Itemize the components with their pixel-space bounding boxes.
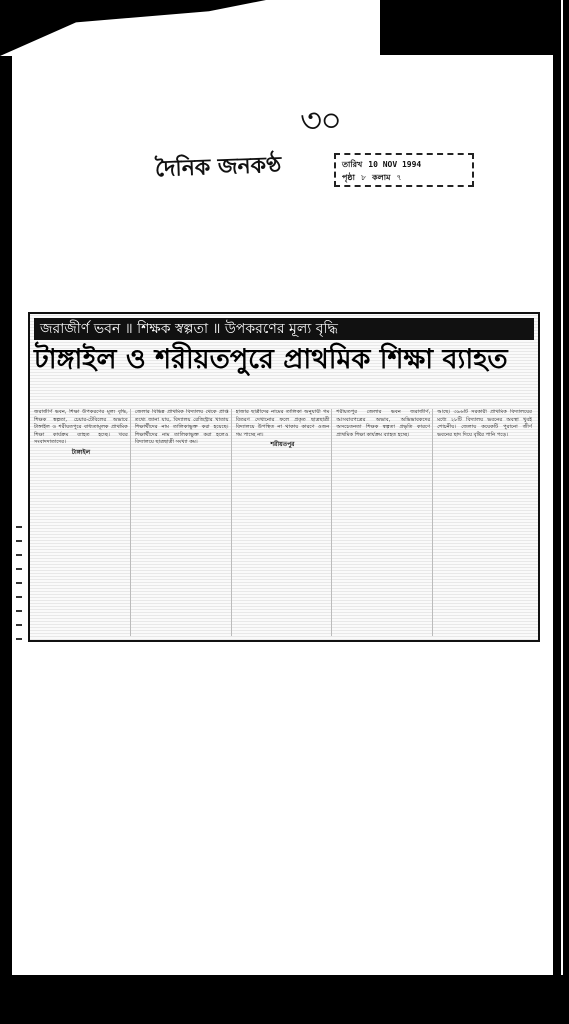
scan-edge-line [561, 0, 563, 1024]
column-text: শরীয়তপুর জেলার ভবন জরাজীর্ণ, আসবাবপত্রের অভাব, অভিভাবকদের অসচেতনতা শিক্ষক স্বল্পতা প্রভৃতি কারণে প্রাথমিক শিক্ষা কার্যক্রম ব্যাহত হচ্ছে। [336, 409, 431, 438]
stamp-date-value: 10 NOV 1994 [368, 160, 422, 169]
article-column [437, 409, 534, 636]
column-text: হাজার ছাত্রীদের নামের তালিকা অনুযায়ী গম বিতরণ দেখানোর ফলে প্রকৃত ছাত্রছাত্রী বিদ্যালয়ে উপস্থিত না থাকায় কারণে ওজন গম পাচ্ছে না। [235, 409, 330, 438]
article-column [34, 409, 131, 636]
article-banner: জরাজীর্ণ ভবন ॥ শিক্ষক স্বল্পতা ॥ উপকরণের মূল্য বৃদ্ধি [34, 318, 534, 340]
date-stamp [334, 153, 474, 187]
stamp-column-label: কলাম [372, 173, 391, 182]
scan-border-bottom [0, 975, 569, 1024]
stamp-page-value: ৮ [360, 173, 367, 182]
article-column [336, 409, 433, 636]
newspaper-clipping [28, 312, 540, 642]
column-text: জেলার বিভিন্ন প্রাথমিক বিদ্যালয় থেকে প্রাপ্ত তথ্যে জানা যায়, বিদ্যালয় রেজিস্ট্রার খাতায় শিক্ষার্থীদের নাম তালিকাভুক্ত করা হয়েছে। শিক্ষার্থীদের নাম তালিকাভুক্ত করা হলেও বিদ্যালয়ে ছাত্রছাত্রী সংখ্যা কম। [134, 409, 229, 446]
column-text: জরাজীর্ণ ভবন, শিক্ষা উপকরণের মূল্য বৃদ্ধি, শিক্ষক স্বল্পতা, চেয়ার-টেবিলের অভাবে টাঙ্গাইল ও শরীয়তপুরে বাধ্যতামূলক প্রাথমিক শিক্ষা কার্যক্রম ব্যাহত হচ্ছে। খবর সংবাদদাতাদের। [34, 409, 128, 446]
stamp-page-label: পৃষ্ঠা [342, 173, 355, 182]
stamp-date-label: তারিখ [342, 160, 363, 169]
article-headline: টাঙ্গাইল ও শরীয়তপুরে প্রাথমিক শিক্ষা ব্যাহত [34, 344, 508, 375]
handwritten-page-number: ৩০ [300, 101, 341, 141]
article-column [236, 409, 333, 636]
article-column [135, 409, 232, 636]
stamp-page-row [342, 171, 466, 184]
column-text: আছে। ৩৯৬টি সরকারী প্রাথমিক বিদ্যালয়ের মধ্যে ২৮টি বিদ্যালয় ভবনের অবস্থা খুবই শোচনীয়। জেলায় কয়েকটি পুরানো জীর্ণ ভবনের ছাদ দিয়ে বৃষ্টির পানি পড়ে। [437, 409, 532, 438]
stamp-column-value: ৭ [396, 173, 402, 182]
newspaper-masthead: দৈনিক জনকণ্ঠ [154, 151, 282, 183]
article-subhead: শরীয়তপুর [270, 441, 295, 449]
article-subhead: টাঙ্গাইল [71, 448, 91, 456]
stamp-date-row [342, 158, 466, 171]
scan-artifact [16, 520, 22, 640]
article-body [34, 409, 534, 636]
